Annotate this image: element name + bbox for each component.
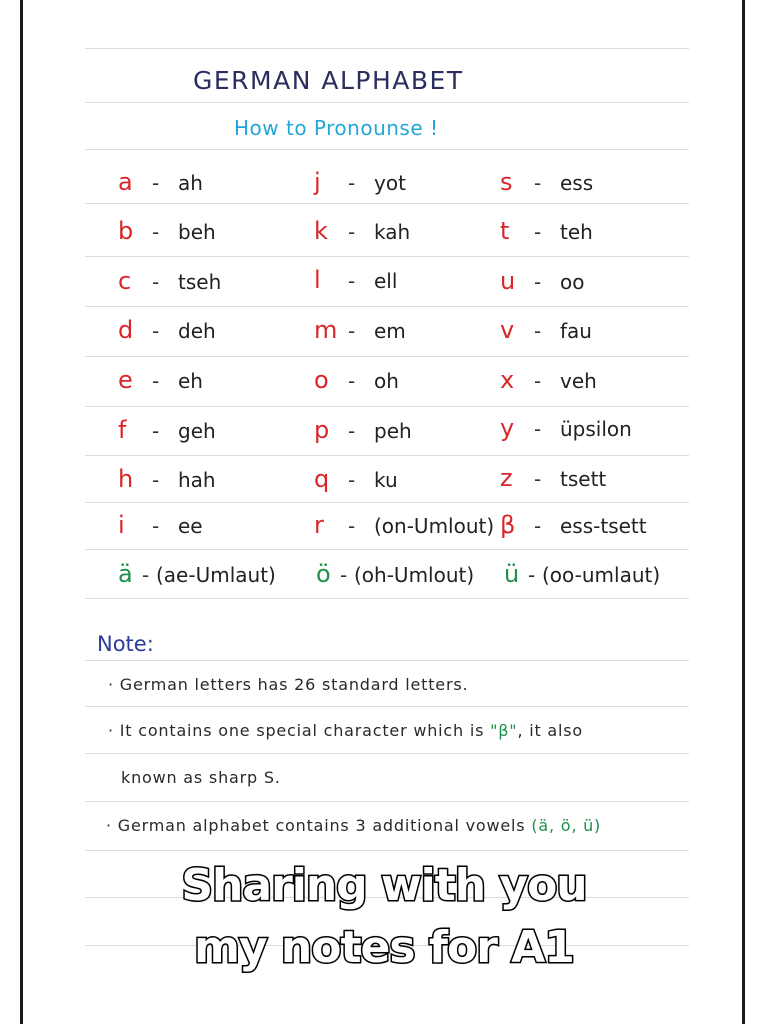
alphabet-entry-v: [500, 313, 592, 347]
alphabet-entry-o: [314, 363, 399, 397]
note-line-3: known as sharp S.: [121, 768, 281, 787]
alphabet-entry-d: [118, 313, 216, 347]
letter: a: [118, 168, 133, 196]
letter: c: [118, 267, 132, 295]
letter: z: [500, 464, 513, 492]
pronunciation: üpsilon: [560, 417, 632, 441]
alphabet-entry-h: [118, 462, 216, 496]
alphabet-entry-f: [118, 413, 216, 447]
dash: -: [152, 514, 160, 538]
pronunciation: tsett: [560, 467, 607, 491]
pronunciation: tseh: [178, 270, 222, 294]
pronunciation: oo: [560, 270, 585, 294]
umlaut-entry-a: [118, 557, 276, 591]
letter: m: [314, 316, 338, 344]
ruled-line: [85, 48, 689, 49]
pronunciation: peh: [374, 419, 412, 443]
ruled-line: [85, 753, 689, 754]
dash: -: [534, 171, 542, 195]
umlaut-entry-u: [504, 557, 660, 591]
ruled-line: [85, 149, 689, 150]
letter: h: [118, 465, 134, 493]
ruled-line: [85, 356, 689, 357]
ruled-line: [85, 549, 689, 550]
dash: -: [152, 220, 160, 244]
alphabet-entry-s: [500, 165, 593, 199]
letter: s: [500, 168, 513, 196]
dash: -: [152, 270, 160, 294]
letter: ü: [504, 560, 520, 588]
dash: -: [534, 220, 542, 244]
umlaut-vowels-highlight: (ä, ö, ü): [531, 816, 602, 835]
dash: -: [152, 419, 160, 443]
dash: -: [348, 419, 356, 443]
sharp-s-highlight: "β": [490, 721, 518, 740]
letter: l: [314, 266, 321, 294]
alphabet-entry-k: [314, 214, 410, 248]
pronunciation: ell: [374, 269, 398, 293]
pronunciation: (oh-Umlout): [354, 563, 475, 587]
letter: q: [314, 465, 330, 493]
letter: o: [314, 366, 329, 394]
note-line-2-tail: , it also: [517, 721, 584, 740]
alphabet-entry-z: [500, 461, 606, 495]
note-line-4-text: · German alphabet contains 3 additional vowels: [106, 816, 526, 835]
pronunciation: oh: [374, 369, 399, 393]
dash: -: [348, 369, 356, 393]
alphabet-entry-i: [118, 508, 203, 542]
note-line-1: · German letters has 26 standard letters.: [108, 675, 469, 694]
letter: k: [314, 217, 328, 245]
pronunciation: geh: [178, 419, 216, 443]
dash: -: [348, 269, 356, 293]
dash: -: [152, 319, 160, 343]
dash: -: [152, 369, 160, 393]
letter: p: [314, 416, 330, 444]
alphabet-entry-m: [314, 313, 406, 347]
dash: -: [348, 220, 356, 244]
page-subtitle: How to Pronounse !: [234, 116, 439, 140]
pronunciation: ah: [178, 171, 203, 195]
ruled-line: [85, 455, 689, 456]
pronunciation: eh: [178, 369, 203, 393]
pronunciation: ee: [178, 514, 203, 538]
alphabet-entry-c: [118, 264, 221, 298]
pronunciation: ess: [560, 171, 594, 195]
letter: y: [500, 414, 515, 442]
alphabet-entry-u: [500, 264, 584, 298]
letter: j: [314, 168, 321, 196]
letter: i: [118, 511, 125, 539]
caption-line-1: Sharing with you: [181, 860, 587, 911]
letter: v: [500, 316, 515, 344]
pronunciation: veh: [560, 369, 597, 393]
pronunciation: (oo-umlaut): [542, 563, 661, 587]
dash: -: [348, 468, 356, 492]
pronunciation: hah: [178, 468, 216, 492]
page-title: GERMAN ALPHABET: [193, 66, 464, 95]
ruled-line: [85, 801, 689, 802]
dash: -: [348, 171, 356, 195]
ruled-line: [85, 306, 689, 307]
dash: -: [534, 417, 542, 441]
letter: t: [500, 217, 510, 245]
dash: -: [340, 563, 348, 587]
dash: -: [152, 468, 160, 492]
alphabet-entry-y: [500, 411, 632, 445]
pronunciation: ess-tsett: [560, 514, 647, 538]
dash: -: [534, 369, 542, 393]
dash: -: [534, 270, 542, 294]
caption-line-2: my notes for A1: [194, 922, 574, 973]
alphabet-entry-l: [314, 263, 397, 297]
alphabet-entry-x: [500, 363, 597, 397]
pronunciation: kah: [374, 220, 411, 244]
letter: d: [118, 316, 134, 344]
alphabet-entry-t: [500, 214, 593, 248]
alphabet-entry-r: [314, 508, 494, 542]
letter: ä: [118, 560, 133, 588]
pronunciation: yot: [374, 171, 406, 195]
dash: -: [152, 171, 160, 195]
letter: x: [500, 366, 515, 394]
ruled-line: [85, 203, 689, 204]
letter: r: [314, 511, 324, 539]
letter: f: [118, 416, 127, 444]
alphabet-entry-sharp-s: [500, 508, 647, 542]
dash: -: [142, 563, 150, 587]
ruled-line: [85, 406, 689, 407]
dash: -: [528, 563, 536, 587]
note-line-2: [108, 721, 583, 740]
pronunciation: (on-Umlout): [374, 514, 495, 538]
pronunciation: em: [374, 319, 406, 343]
dash: -: [534, 514, 542, 538]
ruled-line: [85, 502, 689, 503]
pronunciation: fau: [560, 319, 592, 343]
alphabet-entry-e: [118, 363, 203, 397]
letter: β: [500, 511, 516, 539]
ruled-line: [85, 660, 689, 661]
ruled-line: [85, 706, 689, 707]
alphabet-entry-j: [314, 165, 406, 199]
dash: -: [534, 319, 542, 343]
alphabet-entry-q: [314, 462, 398, 496]
pronunciation: ku: [374, 468, 398, 492]
ruled-line: [85, 102, 689, 103]
pronunciation: teh: [560, 220, 593, 244]
note-title: Note:: [97, 632, 154, 656]
ruled-line: [85, 598, 689, 599]
ruled-line: [85, 256, 689, 257]
pronunciation: (ae-Umlaut): [156, 563, 276, 587]
umlaut-entry-o: [316, 557, 474, 591]
pronunciation: deh: [178, 319, 216, 343]
letter: e: [118, 366, 133, 394]
dash: -: [348, 514, 356, 538]
note-line-4: [106, 816, 601, 835]
letter: b: [118, 217, 134, 245]
alphabet-entry-p: [314, 413, 412, 447]
pronunciation: beh: [178, 220, 216, 244]
note-line-2-text: · It contains one special character which is: [108, 721, 485, 740]
ruled-line: [85, 850, 689, 851]
letter: ö: [316, 560, 331, 588]
alphabet-entry-b: [118, 214, 216, 248]
alphabet-entry-a: [118, 165, 203, 199]
letter: u: [500, 267, 516, 295]
dash: -: [348, 319, 356, 343]
dash: -: [534, 467, 542, 491]
